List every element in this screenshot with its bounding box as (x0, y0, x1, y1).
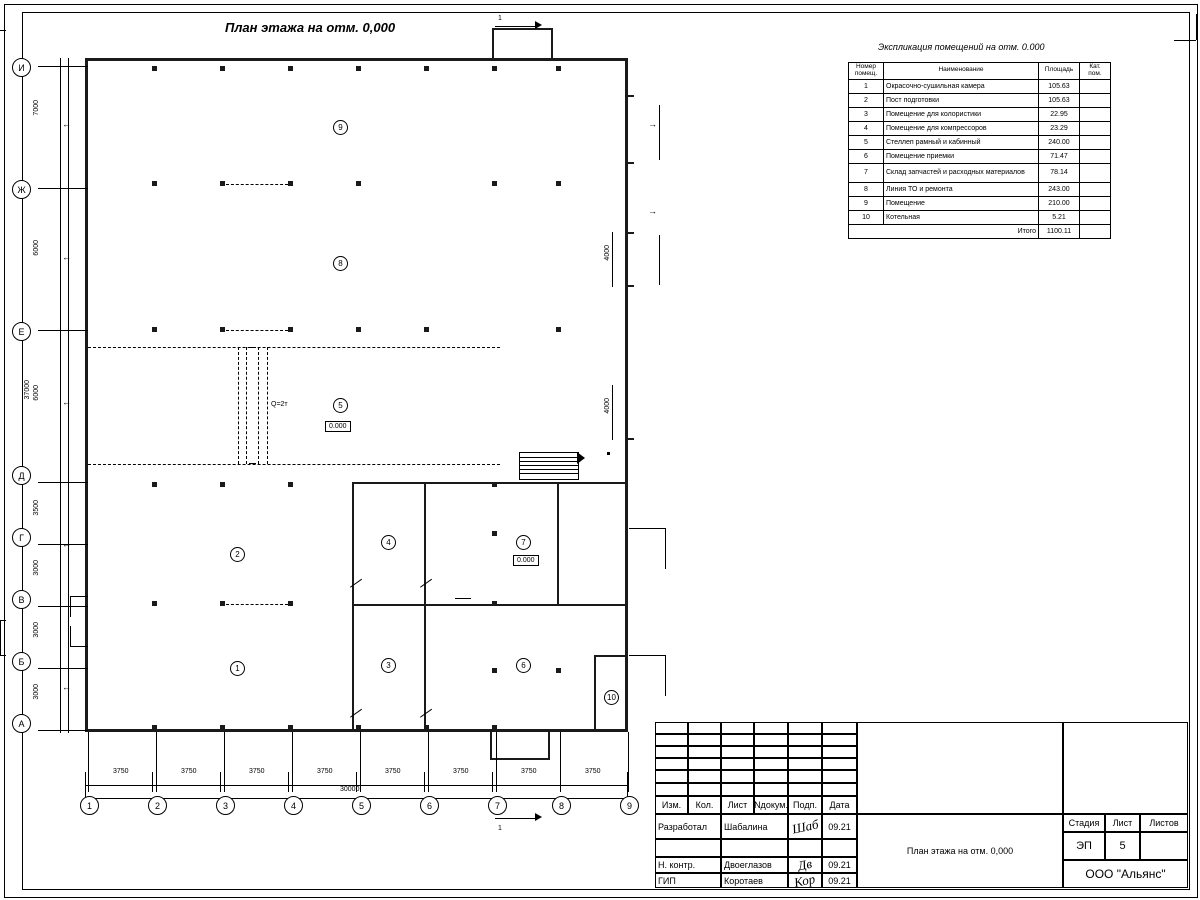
gate-arrow: ← (62, 539, 71, 549)
column (492, 66, 497, 71)
cell-area: 105.63 (1039, 93, 1080, 107)
table-row (849, 182, 1111, 196)
stamp-col-header-podp: Подп. (788, 796, 822, 814)
total-kat (1080, 224, 1111, 238)
stamp-col-header-izm: Изм. (655, 796, 688, 814)
table-row (849, 93, 1111, 107)
column (492, 181, 497, 186)
door-swing-right (629, 105, 660, 160)
axis-bubble-vertical: Б (12, 652, 31, 671)
cell-kat (1080, 182, 1111, 196)
column (356, 181, 361, 186)
rev-col (721, 722, 754, 796)
level-mark: 0.000 (513, 555, 539, 566)
column (152, 482, 157, 487)
sheet-value: 5 (1105, 832, 1140, 860)
crane-rail-upper (88, 347, 500, 348)
cell-num: 3 (849, 107, 884, 121)
sheets-label: Листов (1140, 814, 1188, 832)
horizontal-dimension: 3750 (385, 768, 401, 775)
column (356, 66, 361, 71)
right-dimension: 4000 (604, 245, 611, 261)
door-swing-right (629, 528, 666, 569)
table-total-row (849, 224, 1111, 238)
role-label-1: Разработал (655, 814, 721, 839)
staircase (519, 452, 579, 480)
cell-num: 5 (849, 135, 884, 149)
horizontal-dimension: 3750 (249, 768, 265, 775)
section-mark-line (495, 818, 537, 819)
role-name-1: Шабалина (721, 814, 788, 839)
table-row (849, 79, 1111, 93)
horizontal-total-dimension: 30000 (340, 786, 360, 793)
table-row (849, 163, 1111, 182)
axis-bubble-horizontal: 1 (80, 796, 99, 815)
right-dimension: 4000 (604, 398, 611, 414)
section-mark-line (495, 26, 537, 27)
boiler-room-wall (594, 655, 596, 730)
partition-wall (352, 482, 627, 484)
cell-kat (1080, 135, 1111, 149)
edge-tick (1196, 14, 1197, 40)
gate-right (625, 232, 634, 234)
axis-bubble-horizontal: 8 (552, 796, 571, 815)
door-swing-interior (455, 598, 471, 607)
cell-num: 8 (849, 182, 884, 196)
section-mark-label: 1 (498, 825, 502, 832)
cell-name: Склад запчастей и расходных материалов (884, 163, 1039, 182)
cell-area: 105.63 (1039, 79, 1080, 93)
stamp-col-header-kol: Кол. (688, 796, 721, 814)
building-wall-right (625, 58, 628, 732)
horizontal-dimension: 3750 (585, 768, 601, 775)
cell-name: Помещение для компрессоров (884, 121, 1039, 135)
right-dimension-line (612, 385, 613, 440)
cell-area: 210.00 (1039, 196, 1080, 210)
exposition-table-wrap (848, 62, 1111, 239)
grid-line (226, 330, 288, 331)
crane-rail-lower (88, 464, 500, 465)
room-bubble: 9 (333, 120, 348, 135)
room-bubble: 6 (516, 658, 531, 673)
column (556, 66, 561, 71)
vertical-dimension: 3000 (33, 684, 40, 700)
signature-glyph: Дв (796, 855, 814, 874)
cell-kat (1080, 196, 1111, 210)
axis-bubble-horizontal: 6 (420, 796, 439, 815)
vertical-dimension: 3500 (33, 500, 40, 516)
edge-tick (0, 30, 6, 31)
gate-right (625, 95, 634, 97)
entrance-recess-top (551, 28, 553, 59)
room-bubble: 8 (333, 256, 348, 271)
cell-area: 78.14 (1039, 163, 1080, 182)
cell-area: 23.29 (1039, 121, 1080, 135)
column (424, 725, 429, 730)
stage-label: Стадия (1063, 814, 1105, 832)
column (424, 327, 429, 332)
gate-arrow: ← (62, 119, 71, 129)
crane-capacity-note: Q=2т (271, 401, 288, 408)
partition-wall (352, 482, 354, 730)
gate-right (625, 285, 634, 287)
plan-title: План этажа на отм. 0,000 (225, 20, 396, 35)
rev-col (822, 722, 857, 796)
column (152, 327, 157, 332)
level-mark: 0.000 (325, 421, 351, 432)
section-mark-label: 1 (498, 15, 502, 22)
role-row-blank-c3 (788, 839, 822, 857)
vertical-dimension: 6000 (33, 385, 40, 401)
stair-landing-dot (607, 452, 610, 455)
rev-col (754, 722, 788, 796)
axis-bubble-horizontal: 4 (284, 796, 303, 815)
entrance-recess-bottom (490, 732, 492, 760)
cell-num: 10 (849, 210, 884, 224)
room-bubble: 4 (381, 535, 396, 550)
section-arrow-top (535, 21, 542, 29)
axis-bubble-vertical: В (12, 590, 31, 609)
column (220, 181, 225, 186)
partition-wall (424, 482, 426, 730)
axis-bubble-vertical: А (12, 714, 31, 733)
right-block-top (1063, 722, 1188, 814)
entrance-recess-top (492, 28, 494, 59)
exposition-table (848, 62, 1111, 239)
table-row (849, 121, 1111, 135)
cell-name: Стеллеп рамный и кабинный (884, 135, 1039, 149)
vertical-dimension: 6000 (33, 240, 40, 256)
cell-name: Помещение (884, 196, 1039, 210)
title-block (655, 722, 1188, 888)
axis-bubble-vertical: И (12, 58, 31, 77)
column (288, 66, 293, 71)
axis-bubble-horizontal: 9 (620, 796, 639, 815)
table-row (849, 149, 1111, 163)
table-row (849, 196, 1111, 210)
entrance-recess-bottom (548, 732, 550, 760)
partition-wall (352, 604, 627, 606)
cell-kat (1080, 107, 1111, 121)
cell-name: Пост подготовки (884, 93, 1039, 107)
sheets-value (1140, 832, 1188, 860)
axis-bubble-horizontal: 3 (216, 796, 235, 815)
role-row-blank-c2 (721, 839, 788, 857)
axis-bubble-vertical: Д (12, 466, 31, 485)
column (492, 531, 497, 536)
rev-col (788, 722, 822, 796)
cell-kat (1080, 149, 1111, 163)
role-date-2: 09.21 (822, 857, 857, 873)
column (152, 601, 157, 606)
section-arrow-bottom (535, 813, 542, 821)
column (152, 66, 157, 71)
grid-line (226, 604, 288, 605)
door-swing-right (629, 655, 666, 696)
total-value: 1100.11 (1039, 224, 1080, 238)
col-header-kat: Кат. пом. (1080, 63, 1111, 80)
role-sign-3 (788, 870, 822, 890)
gate-arrow: → (648, 119, 657, 129)
column (288, 327, 293, 332)
cell-area: 71.47 (1039, 149, 1080, 163)
cell-num: 6 (849, 149, 884, 163)
column (220, 601, 225, 606)
col-header-area: Площадь (1039, 63, 1080, 80)
column (288, 601, 293, 606)
cell-name: Котельная (884, 210, 1039, 224)
edge-tick (1174, 40, 1196, 41)
grid-line (226, 184, 288, 185)
role-row-blank-c4 (822, 839, 857, 857)
stamp-col-header-data: Дата (822, 796, 857, 814)
crane-bridge (238, 347, 268, 464)
cell-area: 5.21 (1039, 210, 1080, 224)
axis-bubble-vertical: Е (12, 322, 31, 341)
column (492, 725, 497, 730)
column (356, 725, 361, 730)
role-label-2: Н. контр. (655, 857, 721, 873)
col-header-num: Номер помещ. (849, 63, 884, 80)
column (220, 482, 225, 487)
cell-num: 7 (849, 163, 884, 182)
total-label: Итого (849, 224, 1039, 238)
sheet-label: Лист (1105, 814, 1140, 832)
column (556, 668, 561, 673)
cell-kat (1080, 79, 1111, 93)
col-header-name: Наименование (884, 63, 1039, 80)
column (152, 725, 157, 730)
vertical-dimension: 3000 (33, 560, 40, 576)
column (288, 482, 293, 487)
axis-bubble-vertical: Ж (12, 180, 31, 199)
edge-tick (0, 655, 6, 656)
cell-name: Помещение приемки (884, 149, 1039, 163)
column (492, 482, 497, 487)
column (556, 327, 561, 332)
role-sign-2 (788, 857, 822, 873)
table-header-row (849, 63, 1111, 80)
room-bubble: 5 (333, 398, 348, 413)
cell-kat (1080, 210, 1111, 224)
vertical-dimension: 7000 (33, 100, 40, 116)
edge-tick (0, 620, 1, 655)
stage-value: ЭП (1063, 832, 1105, 860)
staircase-arrow (577, 452, 585, 464)
role-name-3: Коротаев (721, 873, 788, 888)
cell-num: 9 (849, 196, 884, 210)
column (152, 181, 157, 186)
horizontal-dimension: 3750 (521, 768, 537, 775)
cell-kat (1080, 163, 1111, 182)
column (424, 66, 429, 71)
role-label-3: ГИП (655, 873, 721, 888)
rev-col (655, 722, 688, 796)
role-name-2: Двоеглазов (721, 857, 788, 873)
horizontal-dimension: 3750 (317, 768, 333, 775)
gate-arrow: ← (62, 682, 71, 692)
room-bubble: 10 (604, 690, 619, 705)
horizontal-dimension: 3750 (453, 768, 469, 775)
table-row (849, 107, 1111, 121)
column (556, 181, 561, 186)
gate-arrow: → (648, 206, 657, 216)
exposition-title: Экспликация помещений на отм. 0.000 (878, 42, 1045, 52)
drawing-title-text: План этажа на отм. 0,000 (857, 814, 1063, 888)
drawing-title-top-band (857, 722, 1063, 814)
cell-area: 240.00 (1039, 135, 1080, 149)
cell-name: Линия ТО и ремонта (884, 182, 1039, 196)
room-bubble: 7 (516, 535, 531, 550)
column (288, 181, 293, 186)
column (356, 327, 361, 332)
cell-name: Помещение для колористики (884, 107, 1039, 121)
horizontal-dimension: 3750 (181, 768, 197, 775)
stamp-col-header-ndoc: Nдокум. (754, 796, 788, 814)
gate-arrow: ← (62, 397, 71, 407)
cell-num: 1 (849, 79, 884, 93)
company-name: ООО "Альянс" (1063, 860, 1188, 888)
column (288, 725, 293, 730)
role-date-3: 09.21 (822, 873, 857, 888)
gate-arrow: ← (62, 252, 71, 262)
cell-num: 4 (849, 121, 884, 135)
building-wall-top (85, 58, 628, 61)
vertical-dimension: 3000 (33, 622, 40, 638)
entrance-recess-top (492, 28, 553, 30)
gate-right (625, 438, 634, 440)
axis-bubble-horizontal: 2 (148, 796, 167, 815)
role-sign-1 (788, 814, 822, 839)
table-row (849, 135, 1111, 149)
table-row (849, 210, 1111, 224)
cell-area: 22.95 (1039, 107, 1080, 121)
cell-area: 243.00 (1039, 182, 1080, 196)
room-bubble: 3 (381, 658, 396, 673)
cell-name: Окрасочно-сушильная камера (884, 79, 1039, 93)
column (220, 725, 225, 730)
partition-wall (557, 484, 559, 604)
column (220, 327, 225, 332)
room-bubble: 2 (230, 547, 245, 562)
cell-kat (1080, 93, 1111, 107)
column (220, 66, 225, 71)
horizontal-dimension: 3750 (113, 768, 129, 775)
signature-glyph: Шаб (790, 815, 820, 837)
axis-bubble-horizontal: 7 (488, 796, 507, 815)
signature-glyph: Кор (792, 870, 817, 890)
role-row-blank-c1 (655, 839, 721, 857)
cell-num: 2 (849, 93, 884, 107)
room-bubble: 1 (230, 661, 245, 676)
column (492, 668, 497, 673)
cell-kat (1080, 121, 1111, 135)
axis-bubble-vertical: Г (12, 528, 31, 547)
column (492, 601, 497, 606)
stamp-col-header-list: Лист (721, 796, 754, 814)
axis-bubble-horizontal: 5 (352, 796, 371, 815)
door-swing-right (629, 235, 660, 285)
role-date-1: 09.21 (822, 814, 857, 839)
right-dimension-line (612, 232, 613, 287)
boiler-room-wall (594, 655, 627, 657)
vertical-total-dimension: 37000 (24, 380, 31, 400)
rev-col (688, 722, 721, 796)
gate-right (625, 162, 634, 164)
